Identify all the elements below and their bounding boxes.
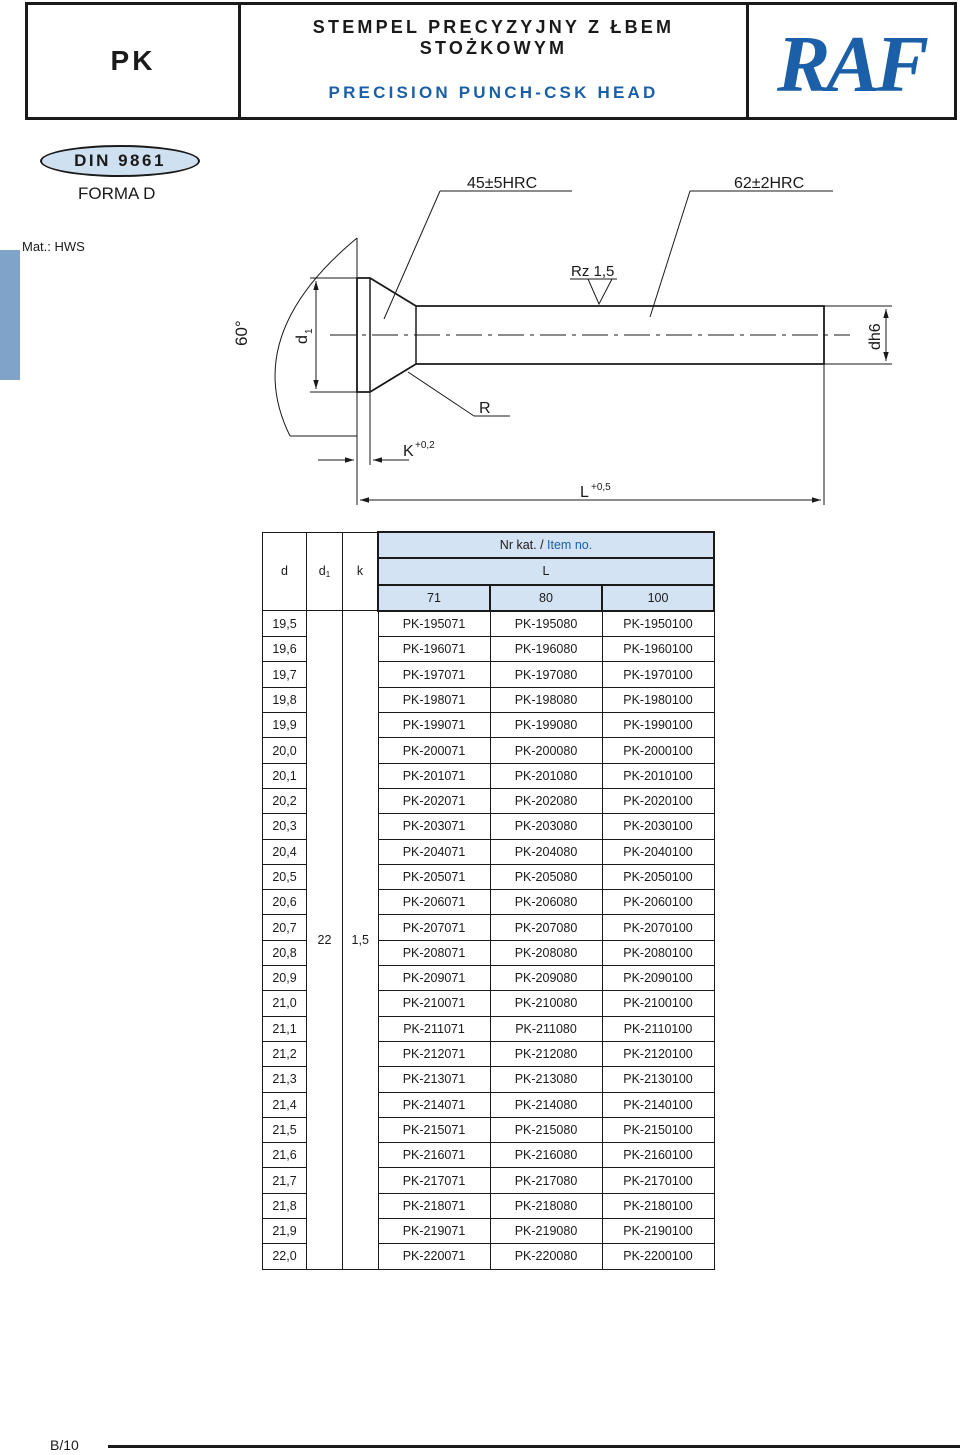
cell-item-number: PK-2160100 xyxy=(602,1143,714,1168)
cell-d: 20,9 xyxy=(263,966,307,991)
cell-item-number: PK-200071 xyxy=(378,738,490,763)
product-code: PK xyxy=(28,5,241,117)
cell-item-number: PK-198071 xyxy=(378,687,490,712)
logo-text: RAF xyxy=(776,21,926,109)
cell-item-number: PK-1960100 xyxy=(602,637,714,662)
cell-item-number: PK-1980100 xyxy=(602,687,714,712)
cell-item-number: PK-215071 xyxy=(378,1117,490,1142)
cell-item-number: PK-2140100 xyxy=(602,1092,714,1117)
cell-item-number: PK-202071 xyxy=(378,788,490,813)
cell-d: 21,5 xyxy=(263,1117,307,1142)
cell-item-number: PK-2070100 xyxy=(602,915,714,940)
length-71: 71 xyxy=(378,585,490,611)
cell-item-number: PK-216080 xyxy=(490,1143,602,1168)
cell-d: 20,2 xyxy=(263,788,307,813)
technical-drawing xyxy=(0,0,960,525)
cell-d: 19,5 xyxy=(263,611,307,637)
cell-item-number: PK-198080 xyxy=(490,687,602,712)
cell-item-number: PK-204071 xyxy=(378,839,490,864)
cell-item-number: PK-211071 xyxy=(378,1016,490,1041)
cell-item-number: PK-215080 xyxy=(490,1117,602,1142)
cell-item-number: PK-2040100 xyxy=(602,839,714,864)
radius-leader xyxy=(408,372,474,416)
cell-item-number: PK-209080 xyxy=(490,966,602,991)
col-header-k: k xyxy=(343,532,379,611)
item-number-header: Nr kat. / Item no. xyxy=(378,532,714,558)
cell-item-number: PK-2110100 xyxy=(602,1016,714,1041)
cell-item-number: PK-2030100 xyxy=(602,814,714,839)
cell-item-number: PK-2020100 xyxy=(602,788,714,813)
dh6-label: dh6 xyxy=(867,323,884,350)
table-row xyxy=(263,611,715,637)
cell-item-number: PK-195071 xyxy=(378,611,490,637)
cell-d: 19,7 xyxy=(263,662,307,687)
cell-item-number: PK-2170100 xyxy=(602,1168,714,1193)
cell-item-number: PK-213071 xyxy=(378,1067,490,1092)
cell-d: 19,6 xyxy=(263,637,307,662)
cell-item-number: PK-213080 xyxy=(490,1067,602,1092)
cell-item-number: PK-208080 xyxy=(490,940,602,965)
cell-item-number: PK-217071 xyxy=(378,1168,490,1193)
hardness-shank-label: 62±2HRC xyxy=(734,175,805,192)
l-label: L xyxy=(580,484,589,501)
cell-item-number: PK-2080100 xyxy=(602,940,714,965)
form-label: FORMA D xyxy=(78,184,156,203)
cell-item-number: PK-200080 xyxy=(490,738,602,763)
cell-d: 19,9 xyxy=(263,713,307,738)
cell-k-value: 1,5 xyxy=(343,611,379,1269)
cell-d: 20,1 xyxy=(263,763,307,788)
svg-text:1: 1 xyxy=(304,328,315,334)
cell-item-number: PK-2050100 xyxy=(602,864,714,889)
title-polish: STEMPEL PRECYZYJNY Z ŁBEM STOŻKOWYM xyxy=(312,17,675,58)
material-label: Mat.: HWS xyxy=(22,239,85,254)
footer-rule xyxy=(108,1445,960,1448)
cell-item-number: PK-195080 xyxy=(490,611,602,637)
l-tolerance: +0,5 xyxy=(591,482,611,493)
cell-item-number: PK-202080 xyxy=(490,788,602,813)
cell-item-number: PK-1990100 xyxy=(602,713,714,738)
cell-d: 20,7 xyxy=(263,915,307,940)
cell-item-number: PK-197071 xyxy=(378,662,490,687)
cell-item-number: PK-2120100 xyxy=(602,1041,714,1066)
angle-label: 60° xyxy=(232,320,251,346)
hardness-shank-leader xyxy=(650,191,690,317)
cell-item-number: PK-201071 xyxy=(378,763,490,788)
cell-item-number: PK-220080 xyxy=(490,1244,602,1269)
cell-item-number: PK-218071 xyxy=(378,1193,490,1218)
cell-item-number: PK-220071 xyxy=(378,1244,490,1269)
cell-d: 21,3 xyxy=(263,1067,307,1092)
d1-label xyxy=(294,328,315,344)
cell-item-number: PK-2000100 xyxy=(602,738,714,763)
col-header-d1: $d_1$ xyxy=(307,532,343,611)
page-number: B/10 xyxy=(50,1437,79,1453)
cell-item-number: PK-204080 xyxy=(490,839,602,864)
cell-d: 20,8 xyxy=(263,940,307,965)
cell-item-number: PK-197080 xyxy=(490,662,602,687)
cell-item-number: PK-2180100 xyxy=(602,1193,714,1218)
cell-d: 21,7 xyxy=(263,1168,307,1193)
svg-text:d: d xyxy=(294,335,311,344)
cell-d: 20,4 xyxy=(263,839,307,864)
header-row-1 xyxy=(263,532,715,558)
cell-item-number: PK-206080 xyxy=(490,890,602,915)
cell-d1-value: 22 xyxy=(307,611,343,1269)
cell-item-number: PK-1950100 xyxy=(602,611,714,637)
cell-item-number: PK-209071 xyxy=(378,966,490,991)
cell-item-number: PK-208071 xyxy=(378,940,490,965)
cell-d: 20,6 xyxy=(263,890,307,915)
cell-item-number: PK-205071 xyxy=(378,864,490,889)
cell-d: 21,2 xyxy=(263,1041,307,1066)
cell-item-number: PK-2100100 xyxy=(602,991,714,1016)
k-label: K xyxy=(403,443,414,460)
cell-d: 22,0 xyxy=(263,1244,307,1269)
cell-item-number: PK-207080 xyxy=(490,915,602,940)
length-header: L xyxy=(378,558,714,584)
cell-item-number: PK-205080 xyxy=(490,864,602,889)
cell-item-number: PK-210080 xyxy=(490,991,602,1016)
cell-item-number: PK-2130100 xyxy=(602,1067,714,1092)
cell-item-number: PK-2090100 xyxy=(602,966,714,991)
cell-item-number: PK-203080 xyxy=(490,814,602,839)
cell-item-number: PK-210071 xyxy=(378,991,490,1016)
roughness-label: Rz 1,5 xyxy=(571,263,615,280)
hardness-head-label: 45±5HRC xyxy=(467,175,538,192)
cell-item-number: PK-206071 xyxy=(378,890,490,915)
col-header-d: d xyxy=(263,532,307,611)
title-english: PRECISION PUNCH-CSK HEAD xyxy=(328,83,659,102)
cell-d: 21,9 xyxy=(263,1219,307,1244)
cell-d: 21,1 xyxy=(263,1016,307,1041)
cell-item-number: PK-211080 xyxy=(490,1016,602,1041)
length-80: 80 xyxy=(490,585,602,611)
cell-item-number: PK-201080 xyxy=(490,763,602,788)
cell-d: 19,8 xyxy=(263,687,307,712)
spec-table xyxy=(262,531,715,1270)
cell-item-number: PK-219071 xyxy=(378,1219,490,1244)
cell-d: 20,3 xyxy=(263,814,307,839)
cell-item-number: PK-199080 xyxy=(490,713,602,738)
cell-item-number: PK-2200100 xyxy=(602,1244,714,1269)
cell-item-number: PK-212080 xyxy=(490,1041,602,1066)
cell-d: 20,5 xyxy=(263,864,307,889)
cell-item-number: PK-212071 xyxy=(378,1041,490,1066)
cell-item-number: PK-214071 xyxy=(378,1092,490,1117)
cell-item-number: PK-203071 xyxy=(378,814,490,839)
cell-item-number: PK-2190100 xyxy=(602,1219,714,1244)
cell-d: 21,6 xyxy=(263,1143,307,1168)
cell-item-number: PK-219080 xyxy=(490,1219,602,1244)
cell-item-number: PK-196071 xyxy=(378,637,490,662)
cell-item-number: PK-216071 xyxy=(378,1143,490,1168)
cell-item-number: PK-218080 xyxy=(490,1193,602,1218)
cell-item-number: PK-196080 xyxy=(490,637,602,662)
k-tolerance: +0,2 xyxy=(415,440,435,451)
cell-d: 21,4 xyxy=(263,1092,307,1117)
radius-label: R xyxy=(479,400,491,417)
cell-item-number: PK-2060100 xyxy=(602,890,714,915)
cell-item-number: PK-2010100 xyxy=(602,763,714,788)
cell-item-number: PK-199071 xyxy=(378,713,490,738)
din-badge: DIN 9861 xyxy=(40,145,200,177)
cell-d: 21,0 xyxy=(263,991,307,1016)
cell-d: 21,8 xyxy=(263,1193,307,1218)
cell-d: 20,0 xyxy=(263,738,307,763)
cell-item-number: PK-217080 xyxy=(490,1168,602,1193)
hardness-head-leader xyxy=(384,191,440,319)
cell-item-number: PK-2150100 xyxy=(602,1117,714,1142)
cell-item-number: PK-214080 xyxy=(490,1092,602,1117)
roughness-symbol xyxy=(588,279,612,304)
length-100: 100 xyxy=(602,585,714,611)
cell-item-number: PK-1970100 xyxy=(602,662,714,687)
cell-item-number: PK-207071 xyxy=(378,915,490,940)
